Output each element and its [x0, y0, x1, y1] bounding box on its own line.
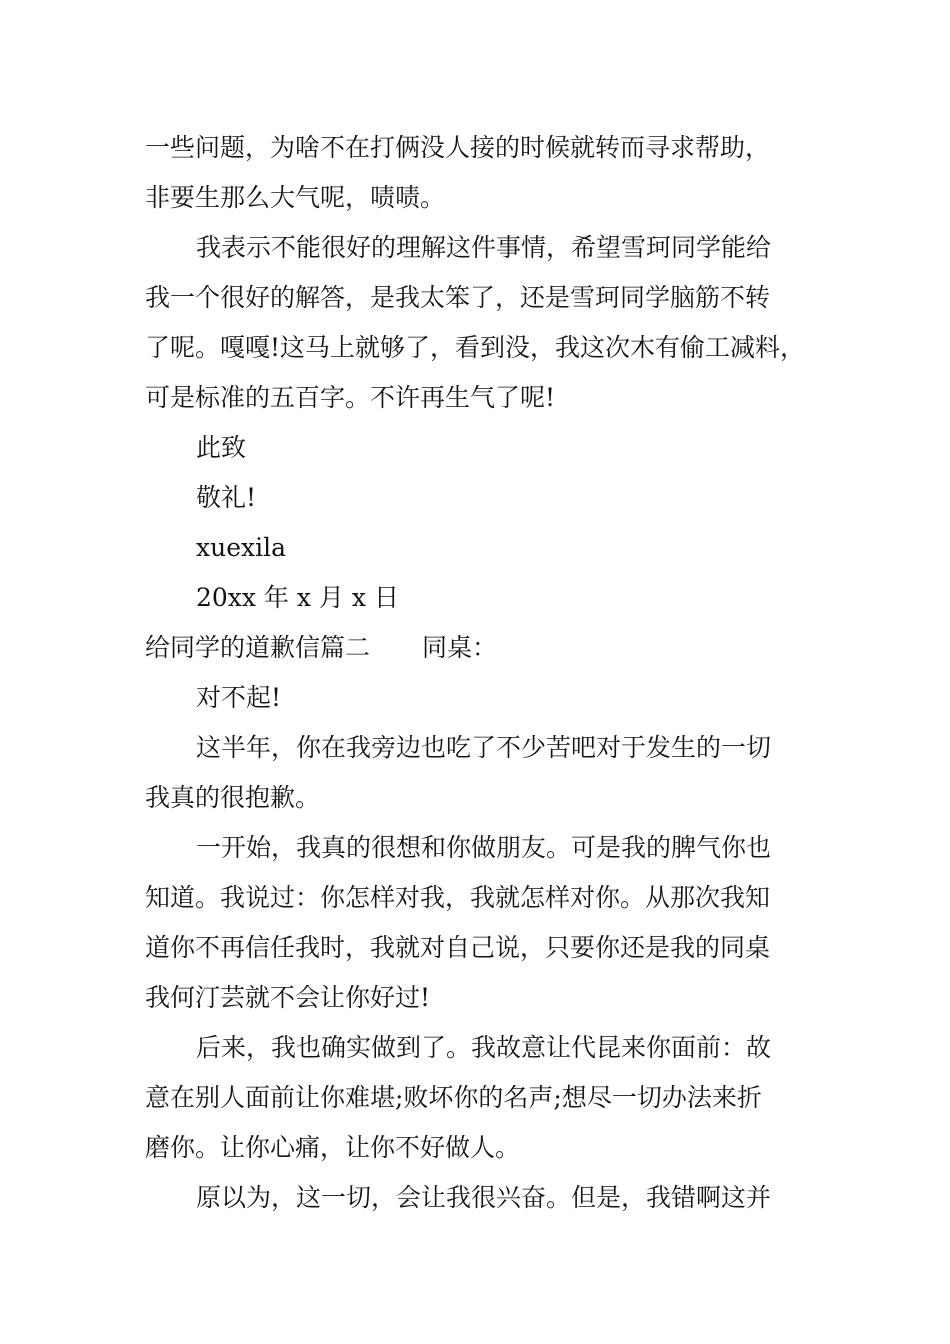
text-line: 后来，我也确实做到了。我故意让代昆来你面前：故: [196, 1033, 772, 1062]
text-line: 我何汀芸就不会让你好过!: [145, 983, 431, 1012]
text-line: 意在别人面前让你难堪;败坏你的名声;想尽一切办法来折: [145, 1083, 762, 1112]
section-heading: [145, 633, 497, 663]
text-line: 对不起!: [196, 683, 282, 712]
text-line: 道你不再信任我时，我就对自己说，只要你还是我的同桌: [145, 933, 771, 962]
section-title: 给同学的道歉信篇二: [145, 633, 371, 662]
text-line: 一开始，我真的很想和你做朋友。可是我的脾气你也: [196, 833, 772, 862]
signature-line: xuexila: [196, 533, 286, 562]
section-salutation: 同桌：: [422, 633, 498, 662]
closing-line: 此致: [196, 433, 247, 462]
closing-line: 敬礼!: [196, 483, 257, 512]
text-line: 一些问题，为啥不在打俩没人接的时候就转而寻求帮助，: [145, 133, 771, 162]
text-line: 我一个很好的解答，是我太笨了，还是雪珂同学脑筋不转: [145, 283, 771, 312]
text-line: 这半年，你在我旁边也吃了不少苦吧对于发生的一切: [196, 733, 772, 762]
text-line: 我真的很抱歉。: [145, 783, 321, 812]
text-line: 了呢。嘎嘎!这马上就够了，看到没，我这次木有偷工减料，: [145, 333, 806, 362]
text-line: 可是标准的五百字。不许再生气了呢!: [145, 383, 556, 412]
text-line: 原以为，这一切，会让我很兴奋。但是，我错啊这并: [196, 1183, 772, 1212]
date-line: 20xx 年 x 月 x 日: [196, 583, 399, 612]
text-line: 非要生那么大气呢，啧啧。: [145, 183, 446, 212]
text-line: 我表示不能很好的理解这件事情，希望雪珂同学能给: [196, 233, 772, 262]
text-line: 知道。我说过：你怎样对我，我就怎样对你。从那次我知: [145, 883, 771, 912]
text-line: 磨你。让你心痛，让你不好做人。: [145, 1133, 521, 1162]
